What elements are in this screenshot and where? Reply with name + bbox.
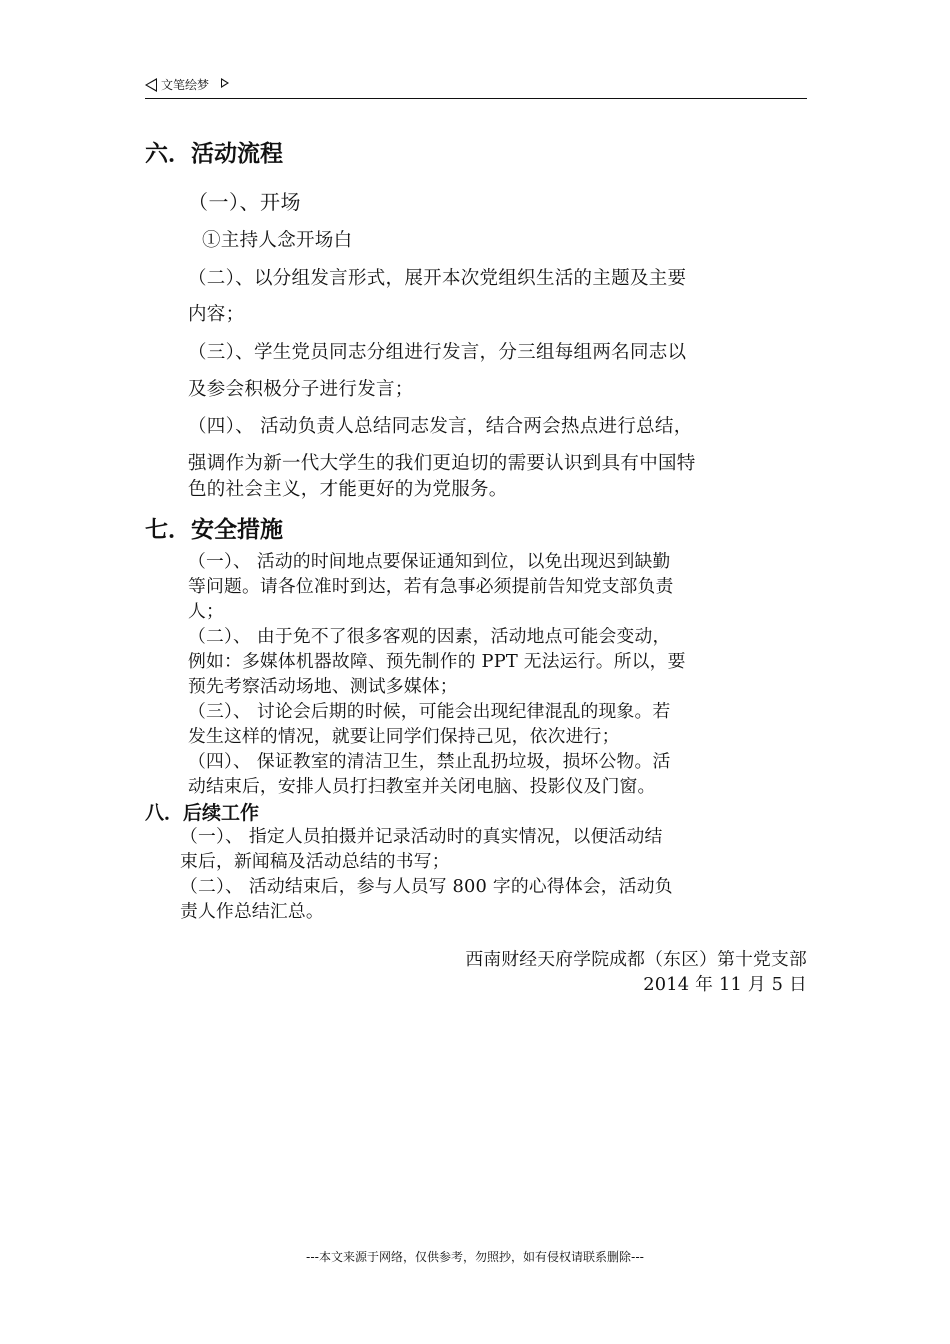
header-brand [145, 76, 229, 93]
section-8-line: 束后，新闻稿及活动总结的书写； [180, 851, 450, 872]
section-7-line: 预先考察活动场地、测试多媒体； [188, 676, 458, 697]
section-7-line: 人； [188, 601, 224, 622]
section-8-line: （二）、 活动结束后，参与人员写 800 字的心得体会，活动负 [180, 876, 673, 897]
triangle-right-icon [221, 78, 229, 88]
section-7-line: 发生这样的情况，就要让同学们保持己见，依次进行； [188, 726, 620, 747]
section-6-line: 强调作为新一代大学生的我们更迫切的需要认识到具有中国特 [188, 453, 696, 474]
section-7-line: （一）、 活动的时间地点要保证通知到位，以免出现迟到缺勤 [188, 551, 671, 572]
section-6-line: （二）、以分组发言形式，展开本次党组织生活的主题及主要 [188, 268, 687, 289]
signature-date: 2014 年 11 月 5 日 [643, 974, 807, 995]
section-7-line: （三）、 讨论会后期的时候，可能会出现纪律混乱的现象。若 [188, 701, 671, 722]
signature-org: 西南财经天府学院成都（东区）第十党支部 [465, 949, 807, 970]
section-6-heading: 六．活动流程 [145, 141, 283, 167]
section-8-heading: 八．后续工作 [145, 802, 260, 824]
section-7-line: 例如：多媒体机器故障、预先制作的 PPT 无法运行。所以，要 [188, 651, 686, 672]
section-7-line: （四）、 保证教室的清洁卫生，禁止乱扔垃圾，损坏公物。活 [188, 751, 671, 772]
section-6-line: （四）、 活动负责人总结同志发言，结合两会热点进行总结， [188, 416, 693, 437]
section-7-line: （二）、 由于免不了很多客观的因素，活动地点可能会变动， [188, 626, 671, 647]
section-7-line: 等问题。请各位准时到达，若有急事必须提前告知党支部负责 [188, 576, 674, 597]
section-6-line: （一）、开场 [188, 190, 301, 214]
section-8-line: 责人作总结汇总。 [180, 901, 324, 922]
section-6-line: ①主持人念开场白 [202, 230, 353, 251]
section-6-line: 及参会积极分子进行发言； [188, 379, 414, 400]
triangle-left-icon [145, 78, 157, 92]
section-8-line: （一）、 指定人员拍摄并记录活动时的真实情况，以便活动结 [180, 826, 663, 847]
section-6-line: 色的社会主义，才能更好的为党服务。 [188, 479, 508, 500]
section-7-line: 动结束后，安排人员打扫教室并关闭电脑、投影仪及门窗。 [188, 776, 656, 797]
section-6-line: 内容； [188, 304, 245, 325]
section-6-line: （三）、学生党员同志分组进行发言，分三组每组两名同志以 [188, 342, 687, 363]
section-7-heading: 七．安全措施 [145, 517, 283, 543]
page-footer-notice: ---本文来源于网络，仅供参考，勿照抄，如有侵权请联系删除--- [306, 1250, 644, 1264]
header-brand-text: 文笔绘梦 [161, 78, 210, 92]
page-header [145, 74, 807, 99]
